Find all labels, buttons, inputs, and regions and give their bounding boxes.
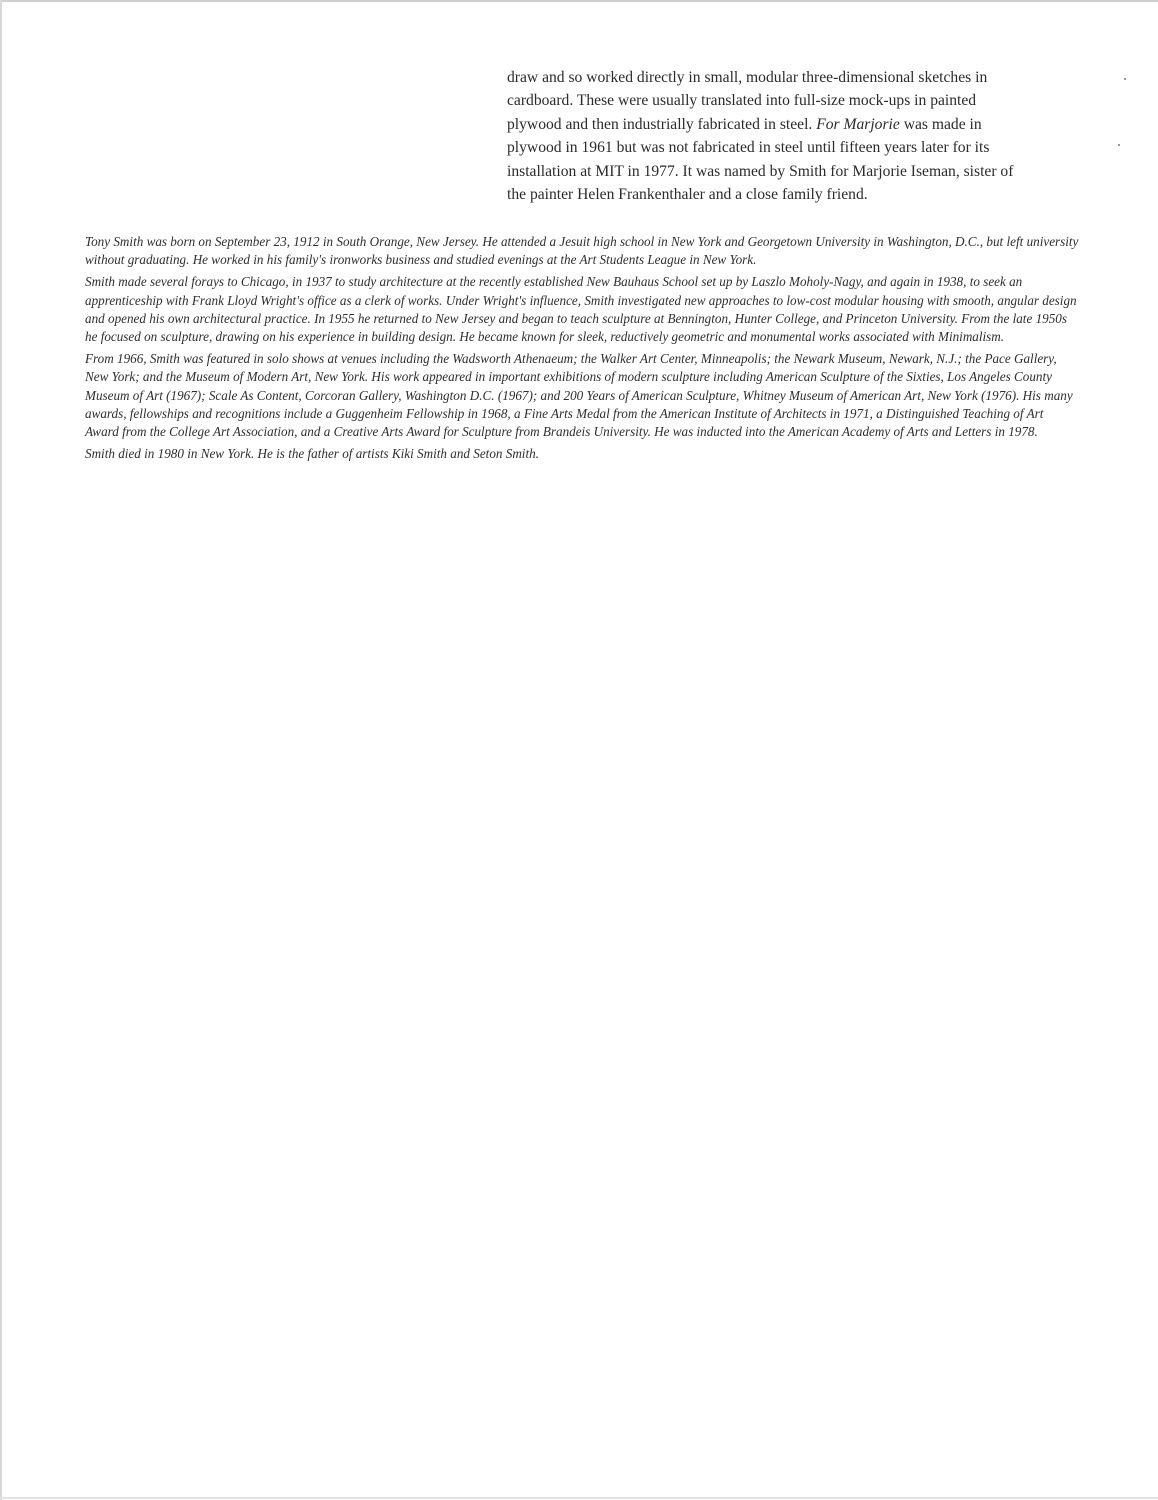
artwork-description-paragraph (507, 66, 1022, 206)
scan-edge-bottom (0, 1497, 1158, 1499)
scan-edge-left (0, 0, 2, 1500)
artist-biography (85, 233, 1080, 467)
bio-paragraph-career: Smith made several forays to Chicago, in 1937 to study architecture at the recently established New Bauhaus School set up by Laszlo Moholy-Nagy, and again in 1938, to seek an apprenticeship with Frank Lloyd Wright's office as a clerk of works. Under Wright's influence, Smith investigated new approaches to low-cost modular housing with smooth, angular design and opened his own architectural practice. In 1955 he returned to New Jersey and began to teach sculpture at Bennington, Hunter College, and Princeton University. From the late 1950s he focused on sculpture, drawing on his experience in building design. He became known for sleek, reductively geometric and monumental works associated with Minimalism. (85, 274, 1077, 345)
bio-paragraph-early-life: Tony Smith was born on September 23, 1912 in South Orange, New Jersey. He attended a Jesuit high school in New York and Georgetown University in Washington, D.C., but left university without graduating. He worked in his family's ironworks business and studied evenings at the Art Students League in New York. (85, 234, 1079, 268)
artwork-description-column (507, 66, 1022, 206)
scan-speck (1118, 144, 1120, 146)
scan-edge-top (0, 0, 1158, 2)
description-text-before-title: draw and so worked directly in small, modular three-dimensional sketches in cardboard. These were usually translated into full-size mock-ups in painted plywood and then industrially fabricated in steel. (507, 69, 988, 133)
bio-paragraph-death: Smith died in 1980 in New York. He is the father of artists Kiki Smith and Seton Smith. (85, 446, 539, 462)
artwork-title: For Marjorie (816, 115, 900, 133)
description-text-after-title: was made in plywood in 1961 but was not fabricated in steel until fifteen years later for its installation at MIT in 1977. It was named by Smith for Marjorie Iseman, sister of the painter Helen Frankenthaler and a close family friend. (507, 115, 1014, 204)
bio-paragraph-exhibitions: From 1966, Smith was featured in solo shows at venues including the Wadsworth Athenaeum; the Walker Art Center, Minneapolis; the Newark Museum, Newark, N.J.; the Pace Gallery, New York; and the Museum of Modern Art, New York. His work appeared in important exhibitions of modern sculpture including American Sculpture of the Sixties, Los Angeles County Museum of Art (1967); Scale As Content, Corcoran Gallery, Washington D.C. (1967); and 200 Years of American Sculpture, Whitney Museum of American Art, New York (1976). His many awards, fellowships and recognitions include a Guggenheim Fellowship in 1968, a Fine Arts Medal from the American Institute of Architects in 1971, a Distinguished Teaching of Art Award from the College Art Association, and a Creative Arts Award for Sculpture from Brandeis University. He was inducted into the American Academy of Arts and Letters in 1978. (85, 351, 1073, 440)
scan-speck (1124, 78, 1126, 80)
